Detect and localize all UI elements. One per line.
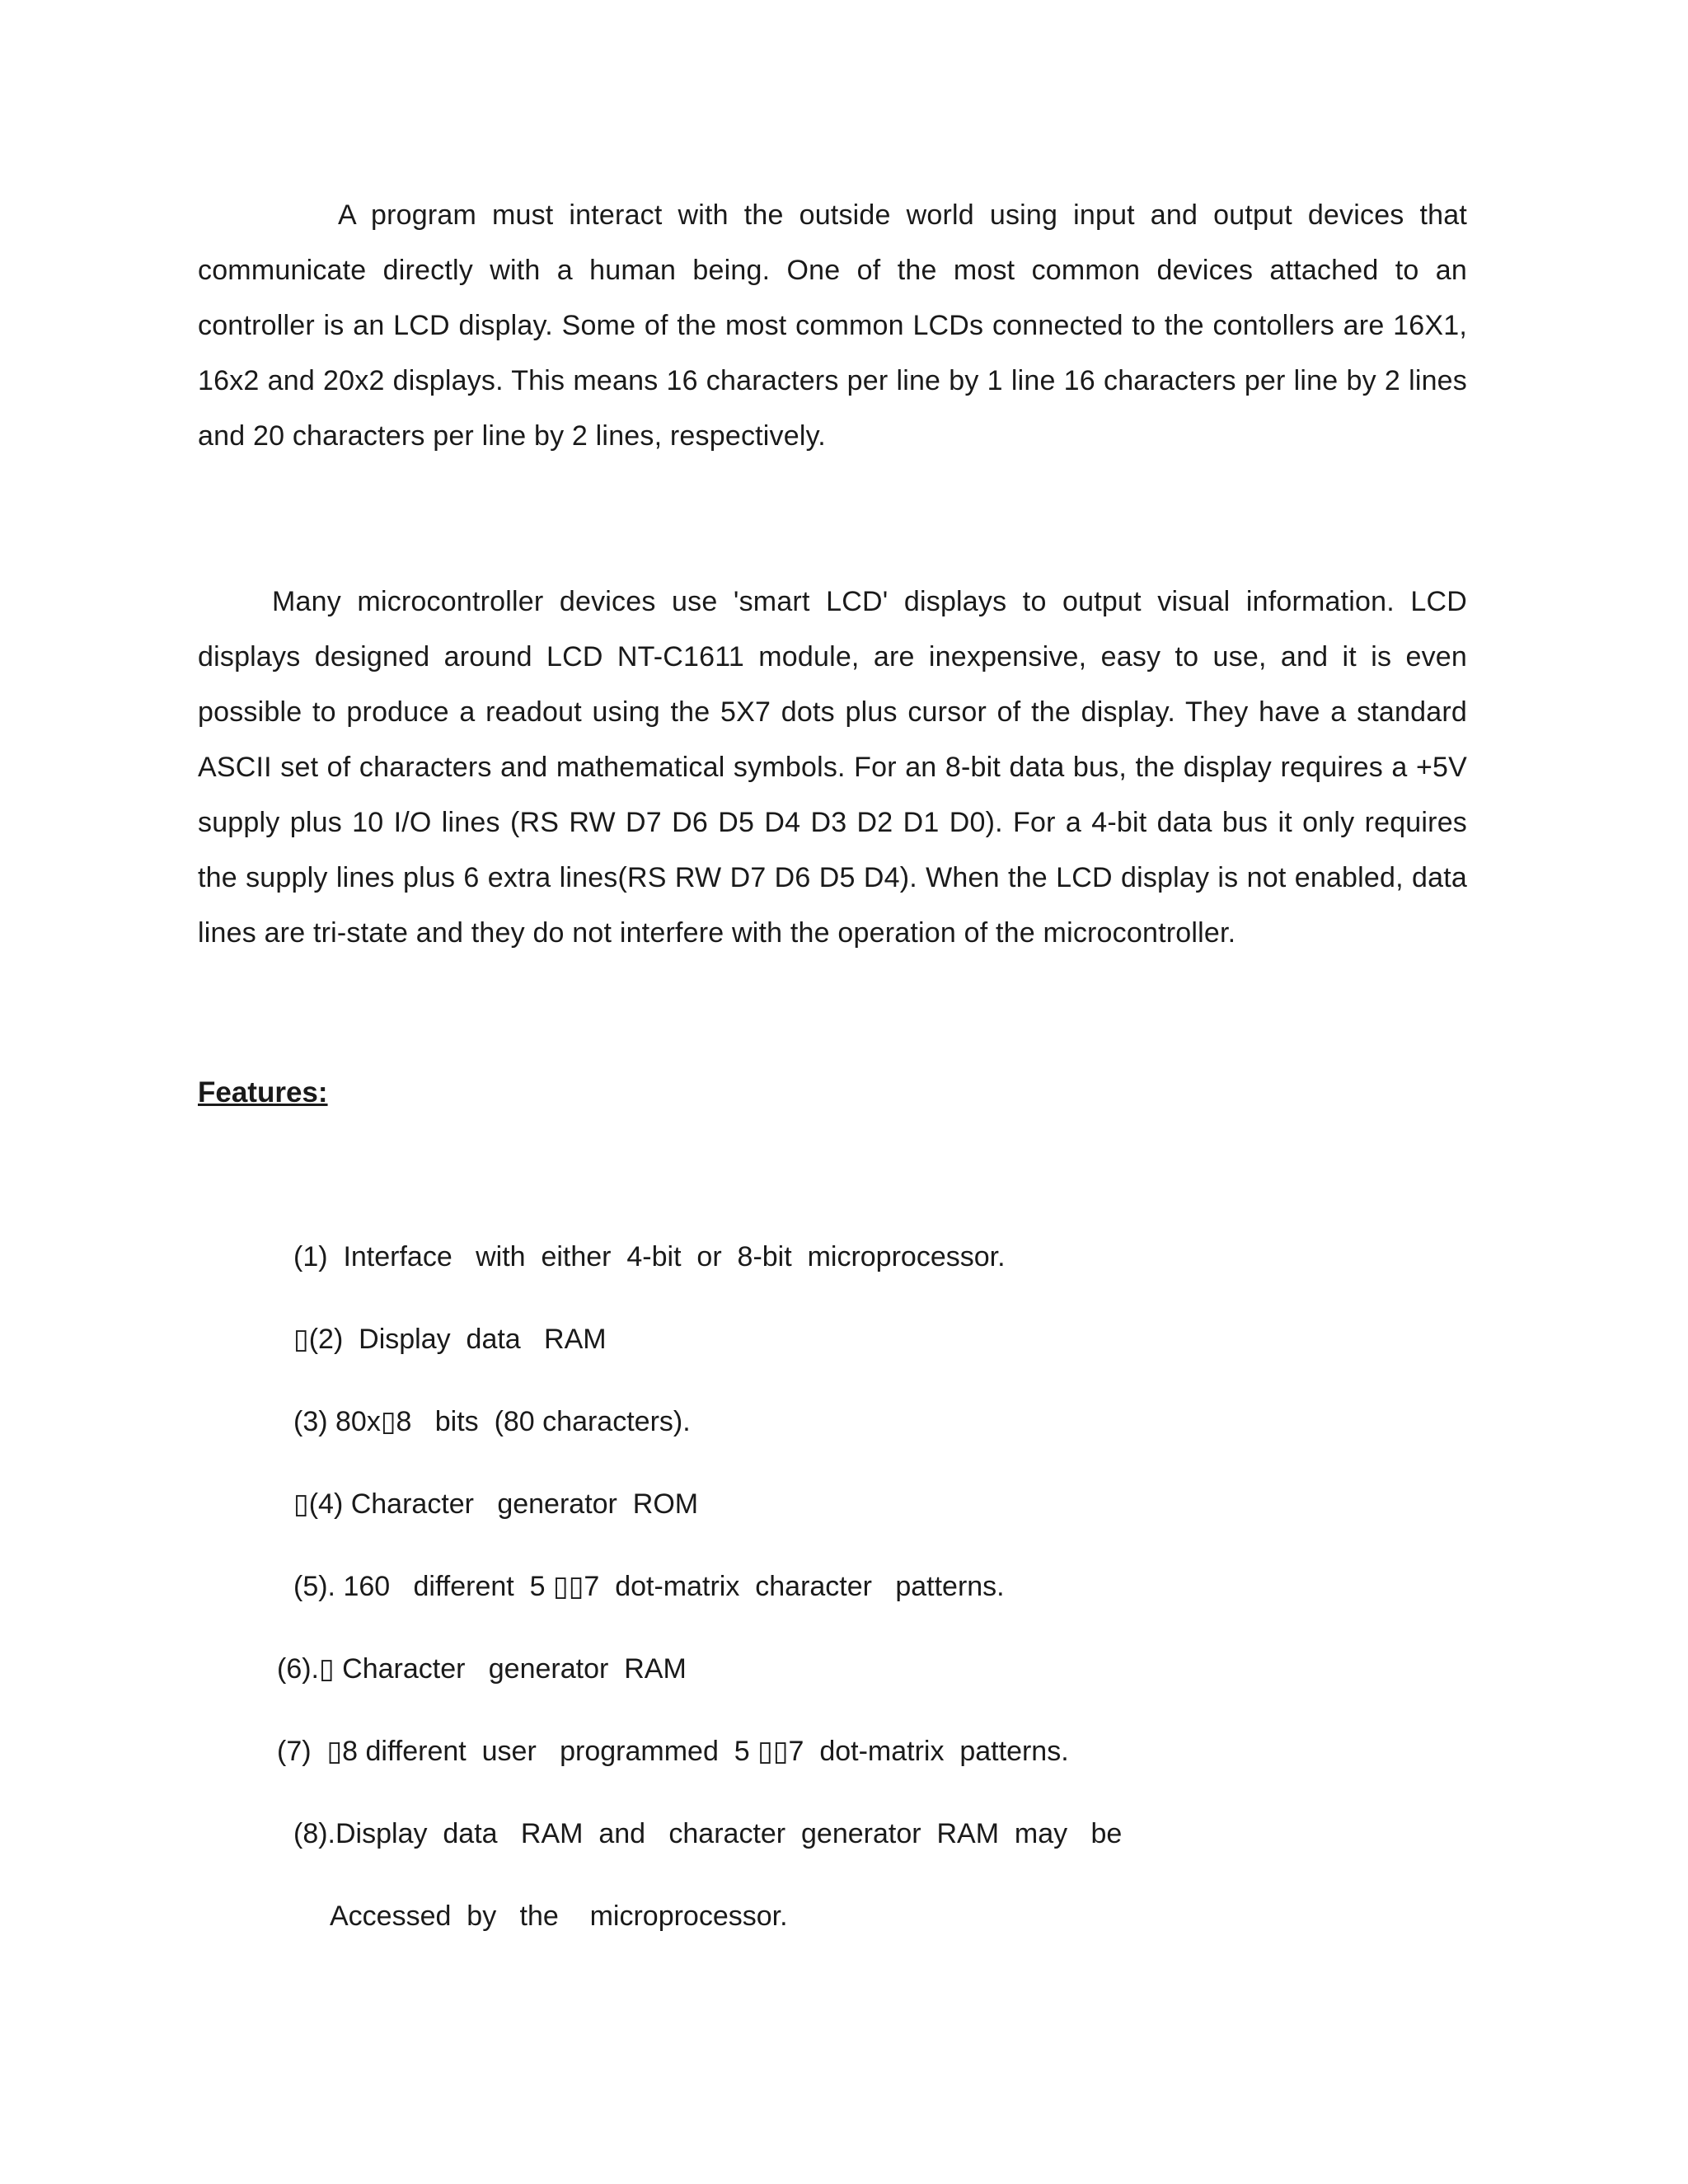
intro-paragraph: A program must interact with the outside world using input and output devices that communicate directly with a human being. One of the most common devices attached to an controller is an LCD display. Some of the most common LCDs connected to the contollers are 16X1, 16x2 and 20x2 displays. This means 16 characters per line by 1 line 16 characters per line by 2 lines and 20 characters per line by 2 lines, respectively. — [198, 199, 1467, 452]
feature-item-4: ▯(4) Character generator ROM — [293, 1488, 699, 1520]
features-heading: Features: — [198, 1076, 328, 1108]
feature-item-7: (7) ▯8 different user programmed 5 ▯▯7 dot-matrix patterns. — [277, 1736, 1069, 1767]
lcd-description-paragraph: Many microcontroller devices use 'smart LCD' displays to output visual information. LCD displays designed around LCD NT-C1611 module, are inexpensive, easy to use, and it is even possible to produce a readout using the 5X7 dots plus cursor of the display. They have a standard ASCII set of characters and mathematical symbols. For an 8-bit data bus, the display requires a +5V supply plus 10 I/O lines (RS RW D7 D6 D5 D4 D3 D2 D1 D0). For a 4-bit data bus it only requires the supply lines plus 6 extra lines(RS RW D7 D6 D5 D4). When the LCD display is not enabled, data lines are tri-state and they do not interfere with the operation of the microcontroller. — [198, 586, 1467, 949]
feature-item-6: (6).▯ Character generator RAM — [277, 1653, 687, 1685]
feature-item-1: (1) Interface with either 4-bit or 8-bit microprocessor. — [293, 1241, 1006, 1272]
feature-item-5: (5). 160 different 5 ▯▯7 dot-matrix character patterns. — [293, 1571, 1005, 1602]
feature-item-8-continuation: Accessed by the microprocessor. — [330, 1900, 788, 1932]
feature-item-2: ▯(2) Display data RAM — [293, 1324, 607, 1355]
feature-item-3: (3) 80x▯8 bits (80 characters). — [293, 1406, 691, 1437]
feature-item-8: (8).Display data RAM and character generator RAM may be — [293, 1818, 1123, 1849]
